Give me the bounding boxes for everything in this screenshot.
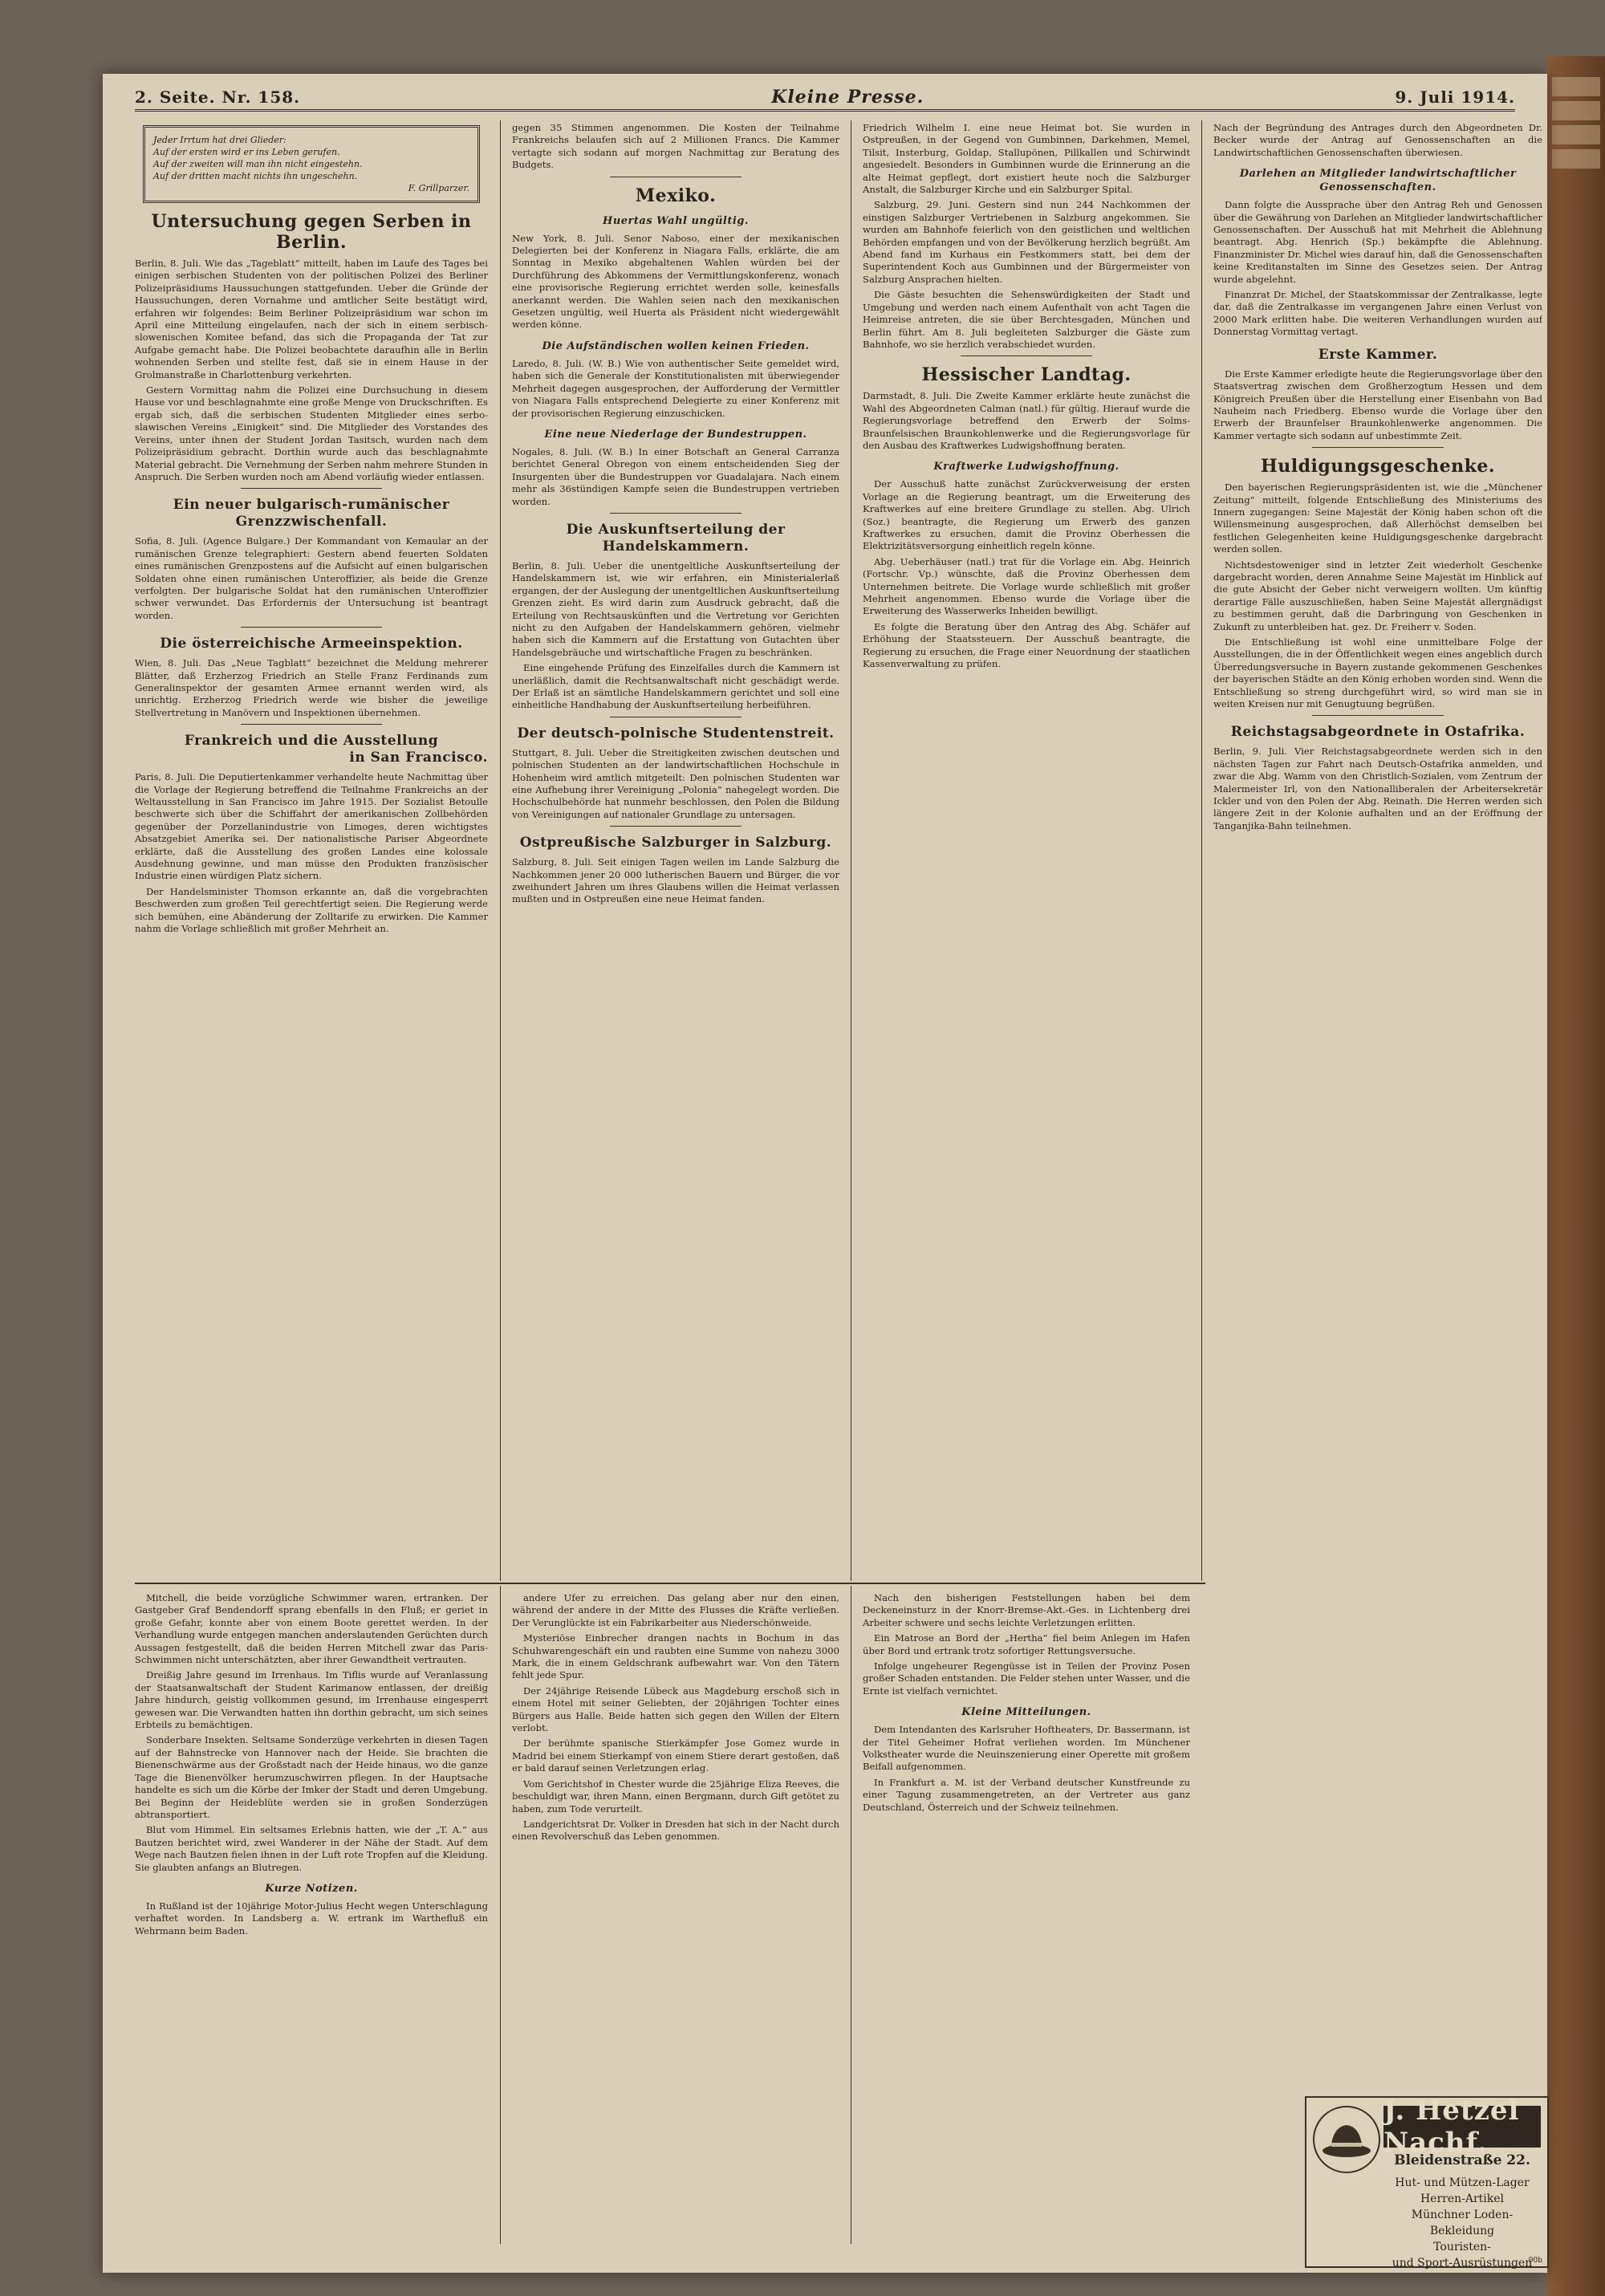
book-edge bbox=[1547, 56, 1605, 2296]
article-text: Dreißig Jahre gesund im Irrenhaus. Im Tiflis wurde auf Veranlassung der Staatsanwaltschaft der Student Karimanow entlassen, der dreißig Jahre hindurch, geistig vollkommen gesund, im Irrenhause eingesperrt gewesen war. Die Verwandten hatten ihn dorthin gebracht, um sich seines Erbteils zu bemächtigen. bbox=[135, 1669, 488, 1731]
article-text: Die Erste Kammer erledigte heute die Regierungsvorlage über den Staatsvertrag zwischen dem Großherzogtum Hessen und dem Königreich Preußen über die Herstellung einer Eisenbahn von Bad Nauheim nach Friedberg. Ebenso wurde die Vorlage über den Erwerb der Braunfelser Braunkohlenwerke angenommen. Die Kammer vertagte sich sodann auf unbestimmte Zeit. bbox=[1213, 368, 1542, 441]
article-text: Dann folgte die Aussprache über den Antrag Reh und Genossen über die Gewährung von Darlehen an Mitglieder landwirtschaftlicher Genossenschaften. Der Ausschuß hat mit Mehrheit die Ablehnung beantragt. Abg. Henrich (Sp.) bekämpfte die Ablehnung. Finanzminister Dr. Michel wies darauf hin, daß die Genossenschaften keine Kreditanstalten im Sinne des Gesetzes seien. Der Antrag wurde abgelehnt. bbox=[1213, 199, 1542, 285]
bottom-column-1 bbox=[135, 1592, 488, 2258]
quote-line: Auf der ersten wird er ins Leben gerufen. bbox=[153, 147, 340, 157]
article-text: Nach den bisherigen Feststellungen haben bei dem Deckeneinsturz in der Knorr-Bremse-Akt.-Ges. in Lichtenberg drei Arbeiter schwere und sechs leichte Verletzungen erlitten. bbox=[863, 1592, 1190, 1628]
article-text: Berlin, 8. Juli. Ueber die unentgeltliche Auskunftserteilung der Handelskammern ist, wie wir erfahren, ein Ministerialerlaß ergangen, der der Auslegung der unentgeltlichen Auskunftserteilung Grenzen zieht. Es wird darin zum Ausdruck gebracht, daß die Erteilung von Rechtsauskünften und die Vertretung vor Gerichten nicht zu den Aufgaben der Handelskammern gehören, vielmehr haben sich die Kammern auf die Erstattung von Gutachten über Handelsgebräuche und wirtschaftliche Fragen zu beschränken. bbox=[512, 559, 839, 658]
headline: Die österreichische Armeeinspektion. bbox=[160, 636, 463, 652]
ad-line: Touristen- bbox=[1433, 2241, 1491, 2253]
headline bbox=[135, 733, 488, 766]
bottom-column-2 bbox=[512, 1592, 839, 2258]
article-text: Blut vom Himmel. Ein seltsames Erlebnis hatten, wie der „T. A.“ aus Bautzen berichtet wird, zwei Wanderer in der Nähe der Stadt. Auf dem Wege nach Bautzen fielen ihnen in der Luft rote Tropfen auf die Kleidung. Sie glaubten anfangs an Blutregen. bbox=[135, 1824, 488, 1873]
article-text: Die Entschließung ist wohl eine unmittelbare Folge der Ausstellungen, die in der Öffentlichkeit wegen eines angeblich durch Überredungsversuche in Bayern zustande gekommenen Geschenkes der bayerischen Städte an den König erhoben worden sind. Wenn die Entschließung so streng durchgeführt wird, so wird man sie in weiten Kreisen nur mit Genugtuung begrüßen. bbox=[1213, 636, 1542, 710]
article-text: Nach der Begründung des Antrages durch den Abgeordneten Dr. Becker wurde der Antrag auf Genossenschaften an die Landwirtschaftlichen Genossenschaften überwiesen. bbox=[1213, 122, 1542, 158]
headline: Hessischer Landtag. bbox=[921, 364, 1132, 386]
bottom-column-3 bbox=[863, 1592, 1190, 2258]
article-text: Mysteriöse Einbrecher drangen nachts in Bochum in das Schuhwarengeschäft ein und raubten eine Summe von nahezu 3000 Mark, die in einem Geldschrank aufbewahrt war. Von den Tätern fehlt jede Spur. bbox=[512, 1632, 839, 1681]
hat-logo-icon bbox=[1313, 2106, 1380, 2173]
article-text: Laredo, 8. Juli. (W. B.) Wie von authentischer Seite gemeldet wird, haben sich die Generale der Konstitutionalisten mit überwiegender Mehrheit dagegen ausgesprochen, der Aufforderung der Vermittler von Niagara Falls entsprechend Delegierte zu einer Konferenz mit der provisorischen Regierung einzuschicken. bbox=[512, 357, 839, 419]
article-text: Wien, 8. Juli. Das „Neue Tagblatt“ bezeichnet die Meldung mehrerer Blätter, daß Erzherzog Friedrich an Stelle Franz Ferdinands zum Generalinspektor der gesamten Armee ernannt werden wird, als unrichtig. Erzherzog Friedrich werde wie bisher die jeweilige Stellvertretung in Manövern und Inspektionen übernehmen. bbox=[135, 657, 488, 718]
subheadline: Kurze Notizen. bbox=[265, 1882, 358, 1895]
advertiser-address: Bleidenstraße 22. bbox=[1394, 2152, 1530, 2168]
masthead bbox=[135, 85, 1515, 112]
headline: Reichstagsabgeordnete in Ostafrika. bbox=[1230, 724, 1526, 741]
ad-line: Hut- und Mützen-Lager bbox=[1395, 2176, 1530, 2189]
article-text: Den bayerischen Regierungspräsidenten ist, wie die „Münchener Zeitung“ mitteilt, folgende Entschließung des Ministeriums des Innern zugegangen: Seine Majestät der König haben schon oft die Willensmeinung ausgesprochen, daß Allerhöchst demselben bei festlichen Gelegenheiten keine Huldigungsgeschenke dargebracht werden sollen. bbox=[1213, 482, 1542, 555]
subheadline: Kraftwerke Ludwigshoffnung. bbox=[933, 461, 1119, 473]
subheadline: Eine neue Niederlage der Bundestruppen. bbox=[544, 428, 807, 441]
article-text: Dem Intendanten des Karlsruher Hoftheaters, Dr. Bassermann, ist der Titel Geheimer Hofrat verliehen worden. Im Münchener Volkstheater wurde die Neuinszenierung einer Operette mit großem Beifall aufgenommen. bbox=[863, 1724, 1190, 1773]
article-text: Nogales, 8. Juli. (W. B.) In einer Botschaft an General Carranza berichtet General Obregon von einem entscheidenden Sieg der Insurgenten über die Bundestruppen vor Guadalajara. Nach einem mehr als 36stündigen Kampfe seien die Bundestruppen vertrieben worden. bbox=[512, 445, 839, 507]
article-text: Infolge ungeheurer Regengüsse ist in Teilen der Provinz Posen großer Schaden entstanden. Die Felder stehen unter Wasser, und die Ernte ist vielfach vernichtet. bbox=[863, 1660, 1190, 1697]
quote-line: Auf der dritten macht nichts ihn ungeschehn. bbox=[153, 171, 358, 181]
ad-line: Herren-Artikel bbox=[1420, 2192, 1505, 2205]
newspaper-title: Kleine Presse. bbox=[771, 87, 924, 108]
headline-line: Frankreich und die Ausstellung bbox=[184, 733, 439, 750]
article-text: Friedrich Wilhelm I. eine neue Heimat bot. Sie wurden in Ostpreußen, in der Gegend von Gumbinnen, Darkehmen, Memel, Tilsit, Insterburg, Goldap, Stallupönen, Pillkallen und Schirwindt angesiedelt. Besonders in Gumbinnen wurde die Erinnerung an die alte Heimat gepflegt, dort existiert heute noch die Salzburger Anstalt, die Salzburger Kirche und ein Salzburger Spital. bbox=[863, 122, 1190, 196]
subheadline: Darlehen an Mitglieder landwirtschaftlicher Genossenschaften. bbox=[1239, 168, 1517, 194]
article-text: Darmstadt, 8. Juli. Die Zweite Kammer erklärte heute zunächst die Wahl des Abgeordneten Calman (natl.) für gültig. Hierauf wurde die Regierungsvorlage betreffend den Erwerb der Solms-Braunfelsischen Braunkohlenwerke und die Regierungsvorlage für den Ausbau des Kraftwerkes Ludwigshoffnung beraten. bbox=[863, 390, 1190, 451]
article-text: Der Handelsminister Thomson erkannte an, daß die vorgebrachten Beschwerden zum großen Teil gerechtfertigt seien. Die Regierung werde sich bemühen, eine Abänderung der Zolltarife zu erwirken. Die Kammer nahm die Vorlage schließlich mit großer Mehrheit an. bbox=[135, 885, 488, 935]
headline: Untersuchung gegen Serben in Berlin. bbox=[151, 211, 472, 253]
ad-line: und Sport-Ausrüstungen bbox=[1392, 2257, 1533, 2270]
headline: Ein neuer bulgarisch-rumänischer Grenzzwischenfall. bbox=[173, 497, 450, 530]
article-text: Stuttgart, 8. Juli. Ueber die Streitigkeiten zwischen deutschen und polnischen Studenten an der landwirtschaftlichen Hochschule in Hohenheim wird amtlich mitgeteilt: Den polnischen Studenten war eine Aufhebung ihrer Vereinigung „Polonia“ nahegelegt worden. Die Hochschulbehörde hat nunmehr beschlossen, den Polen die Bildung von Vereinigungen auf nationaler Grundlage zu untersagen. bbox=[512, 746, 839, 820]
subheadline: Die Aufständischen wollen keinen Frieden. bbox=[542, 339, 810, 352]
headline: Ostpreußische Salzburger in Salzburg. bbox=[519, 835, 832, 851]
article-text: Vom Gerichtshof in Chester wurde die 25jährige Eliza Reeves, die beschuldigt war, ihren Mann, einen Bergmann, durch Gift getötet zu haben, zum Tode verurteilt. bbox=[512, 1778, 839, 1814]
ad-line: Münchner Loden-Bekleidung bbox=[1411, 2209, 1514, 2237]
subheadline: Huertas Wahl ungültig. bbox=[603, 214, 749, 227]
headline: Die Auskunftserteilung der Handelskammern. bbox=[566, 521, 786, 555]
issue-date: 9. Juli 1914. bbox=[1395, 87, 1515, 107]
headline: Huldigungsgeschenke. bbox=[1260, 456, 1496, 477]
article-text: Die Gäste besuchten die Sehenswürdigkeiten der Stadt und Umgebung und werden nach einem Aufenthalt von acht Tagen die Heimreise antreten, die sie über Berchtesgaden, München und Berlin führt. Am 8. Juli begleiteten Salzburger die Gäste zum Bahnhofe, wo sie herzlich verabschiedet wurden. bbox=[863, 289, 1190, 350]
headline-line: in San Francisco. bbox=[349, 750, 488, 766]
article-text: Abg. Ueberhäuser (natl.) trat für die Vorlage ein. Abg. Heinrich (Fortschr. Vp.) wünschte, daß die Provinz Oberhessen dem Unternehmen beitrete. Die Vorlage wurde schließlich mit großer Mehrheit angenommen. Ebenso wurde die Vorlage über die Erweiterung des Wasserwerks Inheiden bewilligt. bbox=[863, 555, 1190, 617]
article-text: New York, 8. Juli. Senor Naboso, einer der mexikanischen Delegierten bei der Konferenz in Niagara Falls, erklärte, die am Sonntag in Mexiko abgehaltenen Wahlen würden bei der Durchführung des Abkommens der Vermittlungskonferenz, wonach eine provisorische Regierung errichtet werden solle, keinesfalls anerkannt werden. Die Wahlen seien nach den mexikanischen Gesetzen ungültig, weil Huerta als Präsident nicht wiedergewählt werden könne. bbox=[512, 232, 839, 331]
quote-line: Auf der zweiten will man ihn nicht eingestehn. bbox=[153, 159, 363, 169]
article-text: Mitchell, die beide vorzügliche Schwimmer waren, ertranken. Der Gastgeber Graf Bendendorff sprang ebenfalls in den Fluß; er geriet in große Gefahr, konnte aber von einem Boote gerettet werden. In der Verhandlung wurde entgegen manchen anderslautenden Gerüchten durch Aussagen festgestellt, daß die beiden Herren Mitchell zwar das Paris-Schwimmen nicht unterschätzten, aber ihrer Gewandtheit vertrauten. bbox=[135, 1592, 488, 1666]
article-text: Berlin, 8. Juli. Wie das „Tageblatt“ mitteilt, haben im Laufe des Tages bei einigen serbischen Studenten von der politischen Polizei des Berliner Polizeipräsidiums Haussuchungen stattgefunden. Ueber die Gründe der Haussuchungen, deren Vornahme und amtlicher Seite bestätigt wird, erfahren wir folgendes: Beim Berliner Polizeipräsidium war schon im April eine Mitteilung eingelaufen, nach der sich in einem serbisch-slowenischen Komitee befand, das sich die Propaganda der Tat zur Aufgabe gemacht habe. Die Polizei beobachtete daraufhin alle in Berlin wohnenden Serben und stellte fest, daß sie in einem Hause in der Grolmanstraße in Charlottenburg verkehrten. bbox=[135, 258, 488, 380]
article-text: Gestern Vormittag nahm die Polizei eine Durchsuchung in diesem Hause vor und beschlagnahmte eine große Menge von Druckschriften. Es ergab sich, daß die serbischen Studenten Mitglieder eines serbo-slawischen Vereins „Einigkeit“ sind. Die Mitglieder des Vorstandes des Vereins, unter ihnen der Student Jordan Tasitsch, wurden nach dem Polizeipräsidium gebracht. Dorthin wurde auch das beschlagnahmte Material gebracht. Die Vernehmung der Serben nahm mehrere Stunden in Anspruch. Die Serben wurden noch am Abend vorläufig wieder entlassen. bbox=[135, 384, 488, 482]
headline: Erste Kammer. bbox=[1318, 346, 1438, 363]
article-text: Landgerichtsrat Dr. Volker in Dresden hat sich in der Nacht durch einen Revolverschuß das Leben genommen. bbox=[512, 1818, 839, 1843]
article-text: Der berühmte spanische Stierkämpfer Jose Gomez wurde in Madrid bei einem Stierkampf von einem Stiere derart gestoßen, daß er bald darauf seinen Verletzungen erlag. bbox=[512, 1737, 839, 1774]
article-text: In Frankfurt a. M. ist der Verband deutscher Kunstfreunde zu einer Tagung zusammengetreten, an der Vertreter aus ganz Deutschland, Österreich und der Schweiz teilnehmen. bbox=[863, 1776, 1190, 1813]
advertisement bbox=[1305, 2096, 1549, 2268]
article-text: Berlin, 9. Juli. Vier Reichstagsabgeordnete werden sich in den nächsten Tagen zur Fahrt nach Deutsch-Ostafrika anmelden, und zwar die Abg. Wamm von den Christlich-Sozialen, vom Zentrum der Malermeister Irl, von den Nationalliberalen der Arbeitersekretär Ickler und von den Polen der Abg. Reinath. Die Herren werden sich längere Zeit in der Kolonie aufhalten und an der Eröffnung der Tanganjika-Bahn teilnehmen. bbox=[1213, 746, 1542, 831]
quote-line: Jeder Irrtum hat drei Glieder: bbox=[153, 135, 286, 145]
column-3 bbox=[863, 122, 1190, 1579]
advertiser-name: J. Hetzel Nachf. bbox=[1384, 2106, 1541, 2148]
page-number: 2. Seite. Nr. 158. bbox=[135, 87, 301, 107]
article-text: In Rußland ist der 10jährige Motor-Julius Hecht wegen Unterschlagung verhaftet worden. In Landsberg a. W. ertrank im Warthefluß ein Wehrmann beim Baden. bbox=[135, 1900, 488, 1936]
article-text: Salzburg, 8. Juli. Seit einigen Tagen weilen im Lande Salzburg die Nachkommen jener 20 000 lutherischen Bauern und Bürger, die vor zweihundert Jahren um ihres Glaubens willen die Heimat verlassen mußten und in Ostpreußen eine neue Heimat fanden. bbox=[512, 856, 839, 905]
headline: Mexiko. bbox=[635, 185, 717, 206]
article-text: Eine eingehende Prüfung des Einzelfalles durch die Kammern ist unerläßlich, damit die Rechtsanwaltschaft nicht geschädigt werde. Der Erlaß ist an sämtliche Handelskammern gerichtet und soll eine einheitliche Handhabung der Auskunftserteilung herbeiführen. bbox=[512, 662, 839, 711]
quote-author: F. Grillparzer. bbox=[408, 183, 469, 193]
column-1 bbox=[135, 122, 488, 1579]
headline: Der deutsch-polnische Studentenstreit. bbox=[517, 725, 835, 742]
article-text: gegen 35 Stimmen angenommen. Die Kosten der Teilnahme Frankreichs belaufen sich auf 2 Millionen Francs. Die Kammer vertagte sich sodann auf morgen Nachmittag zur Beratung des Budgets. bbox=[512, 122, 839, 171]
article-text: Ein Matrose an Bord der „Hertha“ fiel beim Anlegen im Hafen über Bord und ertrank trotz sofortiger Rettungsversuche. bbox=[863, 1632, 1190, 1656]
article-text: Der 24jährige Reisende Lübeck aus Magdeburg erschoß sich in einem Hotel mit seiner Geliebten, der 20jährigen Tochter eines Bürgers aus Halle. Beide hatten sich gegen den Willen der Eltern verlobt. bbox=[512, 1684, 839, 1734]
article-text: andere Ufer zu erreichen. Das gelang aber nur den einen, während der andere in der Mitte des Flusses die Kräfte verließen. Der Verunglückte ist ein Fabrikarbeiter aus Niederschönweide. bbox=[512, 1592, 839, 1628]
article-text: Sofia, 8. Juli. (Agence Bulgare.) Der Kommandant von Kemaular an der rumänischen Grenze telegraphiert: Gestern abend feuerten Soldaten eines rumänischen Grenzpostens auf die Aufsicht auf einen bulgarischen Soldaten ohne einen rumänischen Unteroffizier, als beide die Grenze verfolgten. Der bulgarische Soldat hat den rumänischen Unteroffizier schwer verwundet. Das Erfordernis der Untersuchung ist beantragt worden. bbox=[135, 535, 488, 621]
article-text: Es folgte die Beratung über den Antrag des Abg. Schäfer auf Erhöhung der Staatssteuern. Der Ausschuß beantragte, die Regierung zu ersuchen, die Frage einer Neuordnung der staatlichen Kassenverwaltung zu prüfen. bbox=[863, 620, 1190, 670]
newspaper-page bbox=[103, 74, 1547, 2273]
subheadline: Kleine Mitteilungen. bbox=[961, 1706, 1091, 1719]
article-text: Paris, 8. Juli. Die Deputiertenkammer verhandelte heute Nachmittag über die Vorlage der Regierung betreffend die Teilnahme Frankreichs an der Weltausstellung in San Francisco im Jahre 1915. Der Sozialist Betoulle beschwerte sich über die Schiffahrt der amerikanischen Zollbehörden gegenüber der Porzellanindustrie von Limoges, deren wichtigstes Absatzgebiet Amerika sei. Der nationalistische Pariser Abgeordnete erklärte, daß die Ausstellung des großen Landes eine kolossale Ausdehnung gewinne, und man müsse den Produkten französischer Industrie einen würdigen Platz sichern. bbox=[135, 771, 488, 882]
quote-box bbox=[143, 125, 480, 203]
column-4 bbox=[1213, 122, 1542, 2048]
ad-number: 90b bbox=[1528, 2257, 1542, 2265]
column-2 bbox=[512, 122, 839, 1579]
article-text: Salzburg, 29. Juni. Gestern sind nun 244 Nachkommen der einstigen Salzburger Vertriebenen in Salzburg angekommen. Sie wurden am Bahnhofe feierlich von den geistlichen und weltlichen Behörden empfangen und von der Bevölkerung herzlich begrüßt. Am Abend fand im Kurhaus ein Festkommers statt, bei dem der Superintendent Koch aus Gumbinnen und der Bürgermeister von Salzburg Ansprachen hielten. bbox=[863, 199, 1190, 285]
article-text: Sonderbare Insekten. Seltsame Sonderzüge verkehrten in diesen Tagen auf der Bahnstrecke von Hannover nach der Heide. Sie brachten die Bienenschwärme aus der Großstadt nach der Heide hinaus, wo die ganze Tage die Bienenvölker herumzuschwirren pflegen. In der Hauptsache handelte es sich um die Körbe der Imker der Stadt und deren Umgebung. Bei Beginn der Heideblüte werden sie in großen Sonderzügen abtransportiert. bbox=[135, 1734, 488, 1820]
article-text: Der Ausschuß hatte zunächst Zurückverweisung der ersten Vorlage an die Regierung beantragt, um die Erweiterung des Kraftwerkes auf eine breitere Grundlage zu stellen. Abg. Ulrich (Soz.) beantragte, die Regierung um Erwerb des ganzen Kraftwerkes zu ersuchen, damit die Provinz Oberhessen die Elektrizitätsversorgung einheitlich regeln könne. bbox=[863, 478, 1190, 552]
article-text: Finanzrat Dr. Michel, der Staatskommissar der Zentralkasse, legte dar, daß die Zentralkasse im vergangenen Jahre einen Verlust von 2000 Mark erlitten habe. Die weiteren Verhandlungen wurden auf Donnerstag Vormittag vertagt. bbox=[1213, 289, 1542, 338]
article-text: Nichtsdestoweniger sind in letzter Zeit wiederholt Geschenke dargebracht worden, deren Annahme Seine Majestät im Hinblick auf die gute Absicht der Geber nicht verweigern wollten. Um künftig derartige Fälle auszuschließen, haben Seine Majestät allergnädigst zu bestimmen geruht, daß die Darbringung von Geschenken in Zukunft zu unterbleiben hat. gez. Dr. Freiherr v. Soden. bbox=[1213, 559, 1542, 632]
